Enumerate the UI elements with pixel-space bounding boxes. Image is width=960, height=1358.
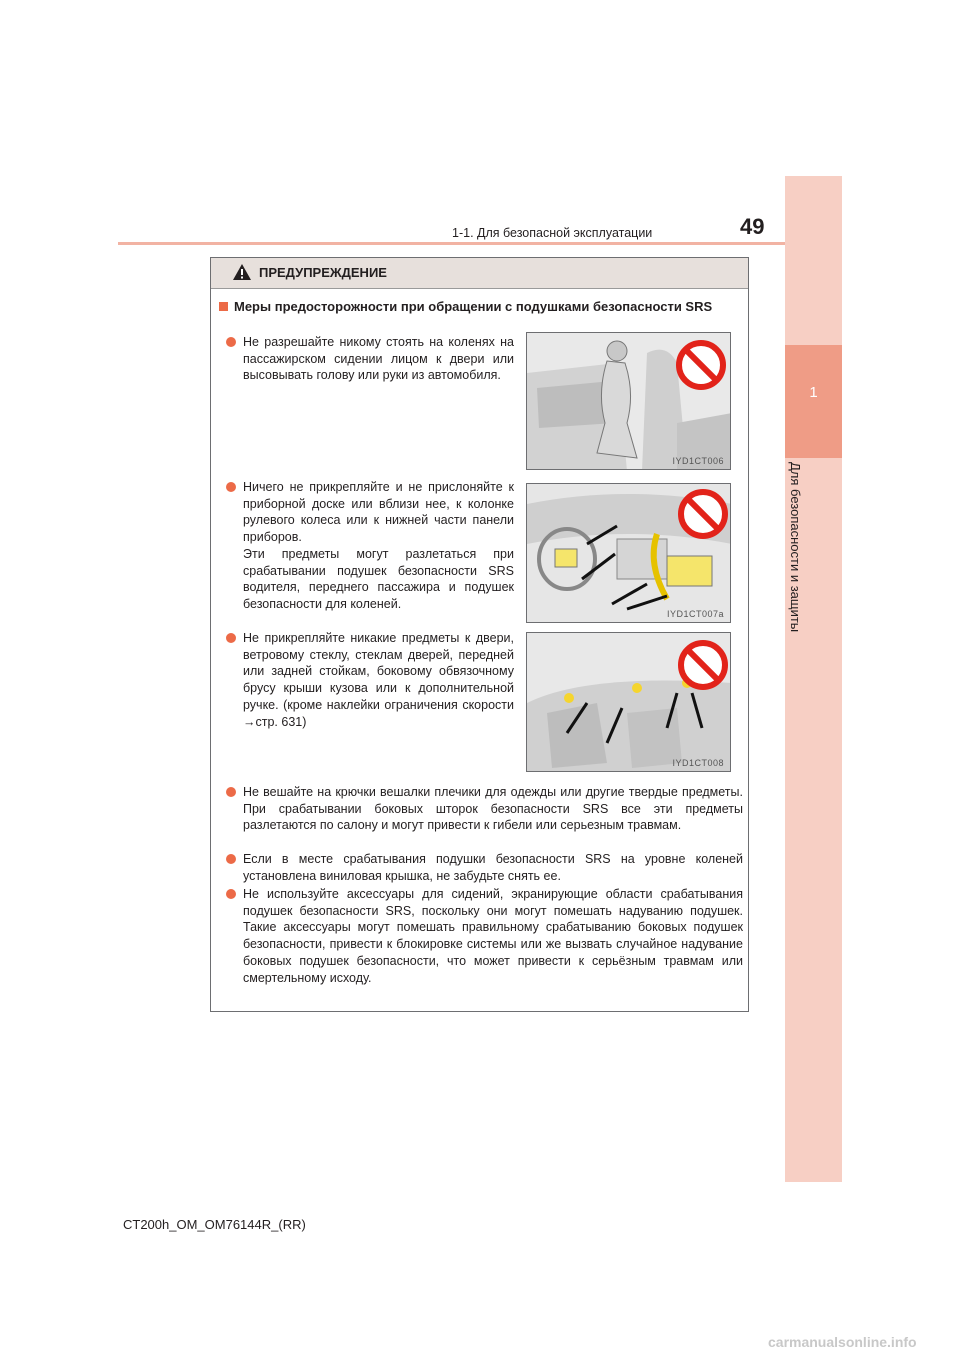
bullet-icon [226,787,236,797]
chapter-number: 1 [809,384,818,401]
figure-code: IYD1CT007a [666,609,724,619]
chapter-side-label: Для безопасности и защиты [788,462,803,633]
bullet-icon [226,889,236,899]
page-number: 49 [740,214,765,239]
figure-interior-pillars [526,632,731,772]
header-divider [118,242,785,245]
warning-triangle-icon [232,263,252,281]
figure-dashboard-objects [526,483,731,623]
list-item: Не разрешайте никому стоять на коленях на пассажирском сидении лицом к двери или высовывать голову или руки из автомобиля. [243,334,514,384]
footer-code: CT200h_OM_OM76144R_(RR) [123,1217,306,1232]
list-item: Если в месте срабатывания подушки безопасности SRS на уровне коленей установлена виниловая крышка, не забудьте снять ее. [243,851,743,884]
chapter-side-tab-highlight [785,345,842,458]
list-item: Не прикрепляйте никакие предметы к двери, ветровому стеклу, стеклам дверей, передней или задней стойкам, боковому обвязочному брусу крыши кузова или к дополнительной ручке. (кроме наклейки ограничения скорости →стр. 631) [243,630,514,730]
figure-code: IYD1CT008 [672,758,724,768]
figure-code: IYD1CT006 [672,456,724,466]
section-heading: Меры предосторожности при обращении с подушками безопасности SRS [219,299,712,314]
list-item: Не используйте аксессуары для сидений, экранирующие области срабатывания подушек безопасности SRS, поскольку они могут помешать надуванию подушек. Такие аксессуары могут помешать правильному срабатыванию боковых подушек безопасности, привести к блокировке системы или же вызвать случайное надувание боковых подушек безопасности, что может привести к серьёзным травмам или смертельному исходу. [243,886,743,986]
list-item: Ничего не прикрепляйте и не прислоняйте к приборной доске или вблизи нее, к колонке рулевого колеса или к нижней части панели приборов. Эти предметы могут разлетаться при срабатывании подушек безопасности SRS водителя, переднего пассажира и подушек безопасности для коленей. [243,479,514,613]
bullet-icon [226,482,236,492]
bullet-icon [226,337,236,347]
watermark: carmanualsonline.info [768,1334,917,1350]
chapter-side-tab [785,176,842,1182]
section-square-icon [219,302,228,311]
figure-passenger-kneeling [526,332,731,470]
warning-box [210,257,749,1012]
bullet-icon [226,854,236,864]
list-item: Не вешайте на крючки вешалки плечики для одежды или другие твердые предметы. При срабатывании боковых шторок безопасности SRS все эти предметы разлетаются по салону и могут привести к гибели или серьезным травмам. [243,784,743,834]
warning-header [211,258,748,289]
bullet-icon [226,633,236,643]
chapter-title: 1-1. Для безопасной эксплуатации [452,226,653,240]
warning-title: ПРЕДУПРЕЖДЕНИЕ [259,265,387,280]
